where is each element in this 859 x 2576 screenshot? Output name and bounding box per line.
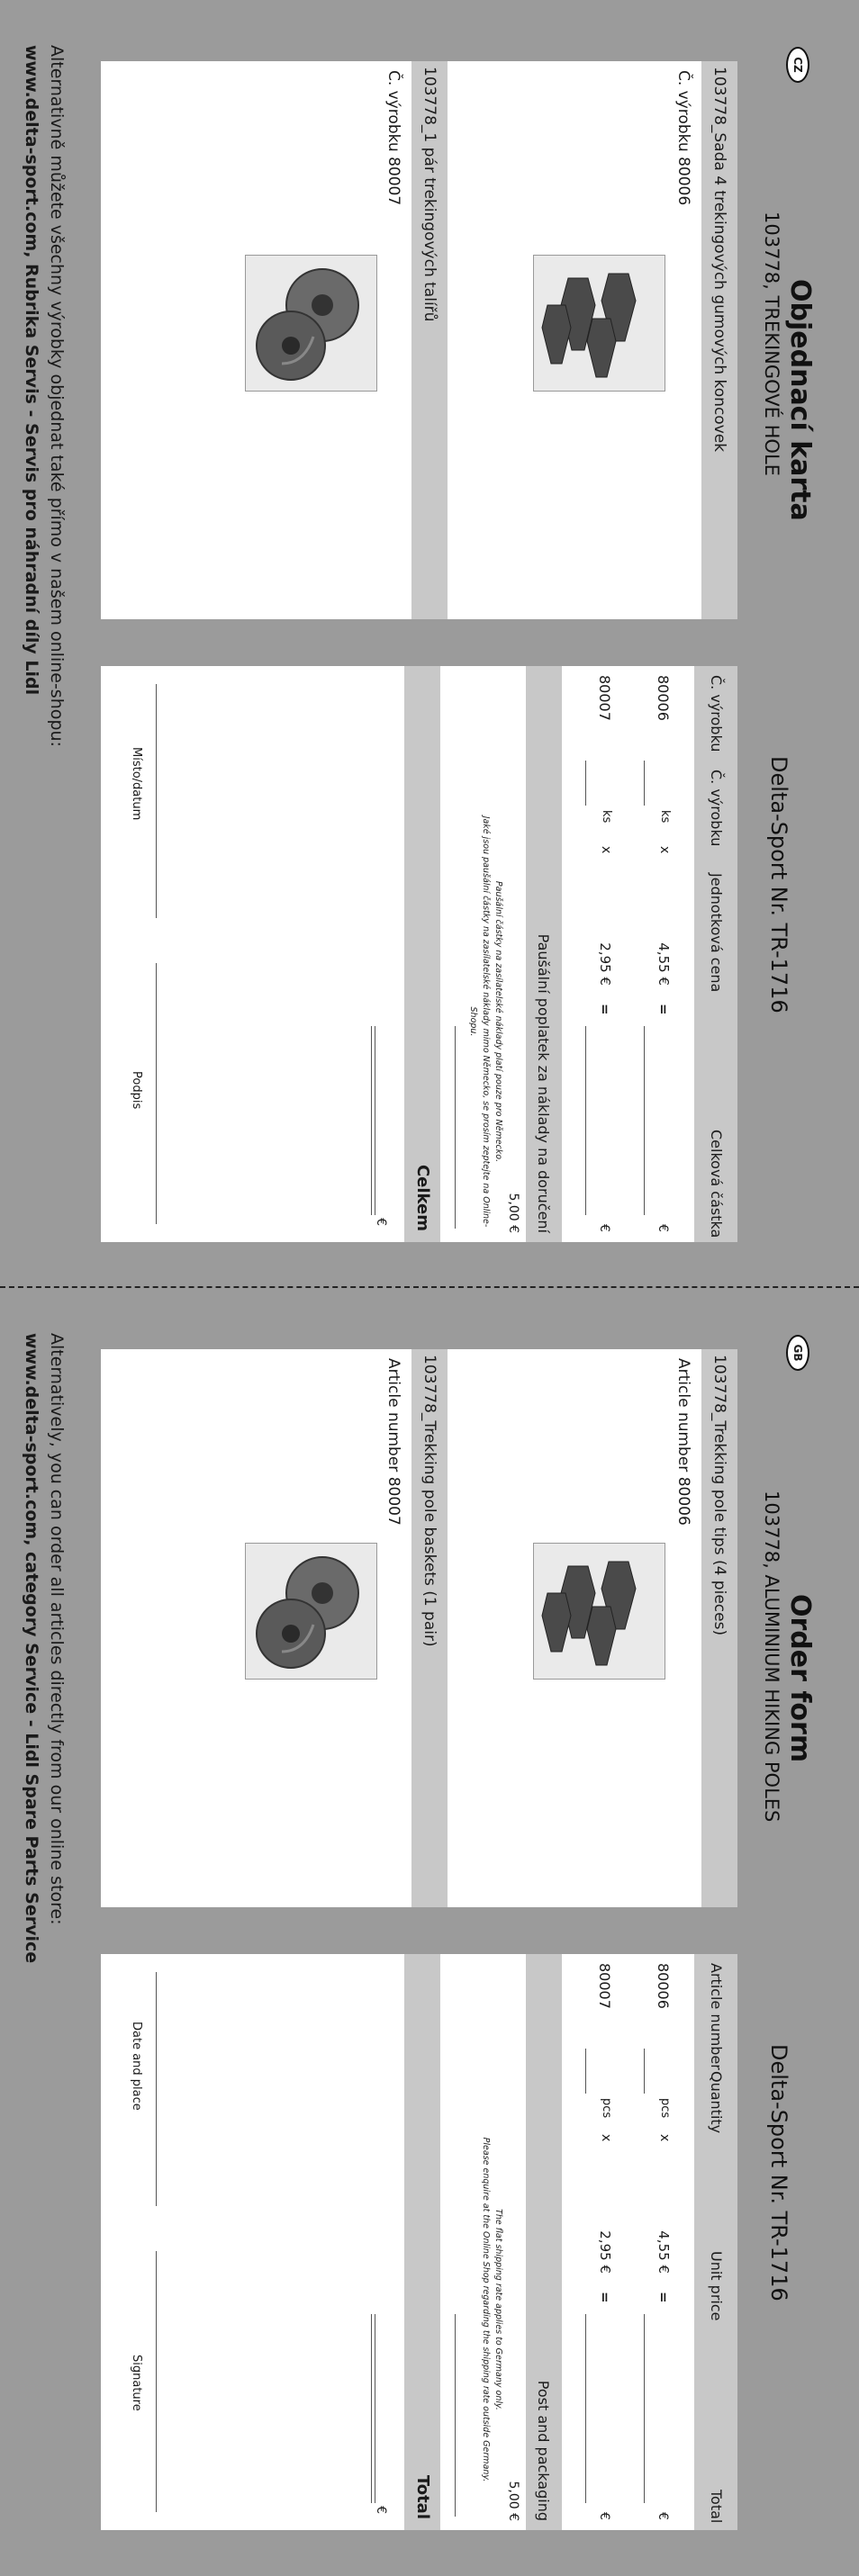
- gb-col-article: Article number: [708, 1963, 725, 2070]
- gb-signature-field[interactable]: [156, 2251, 157, 2512]
- gb-total-currency: €: [374, 2506, 388, 2514]
- cz-col-quantity: Č. výrobku: [708, 770, 725, 847]
- cz-shipping-note-1: Paušální částky na zasílatelské náklady platí pouze pro Německo.: [493, 880, 503, 1163]
- gb-row2-article: 80007: [596, 1963, 613, 2009]
- gb-place-label: Date and place: [130, 2022, 143, 2111]
- cz-shipping-amount: 5,00 €: [506, 1193, 520, 1233]
- gb-col-unit-price: Unit price: [708, 2251, 725, 2321]
- cz-total-label: Celkem: [413, 1164, 432, 1231]
- gb-shipping-line: [455, 2314, 456, 2517]
- gb-footer-text: Alternatively, you can order all articles directly from our online store:: [47, 1333, 67, 1925]
- cz-form-subtitle: 103778, TREKINGOVÉ HOLE: [761, 212, 782, 476]
- cz-row1-article: 80006: [655, 675, 672, 721]
- cz-col-total: Celková částka: [708, 1130, 725, 1238]
- cz-row2-times: x: [599, 846, 613, 854]
- gb-col-total: Total: [708, 2490, 725, 2524]
- pole-baskets-image: [245, 255, 377, 392]
- cz-product-2-number: Č. výrobku 80007: [384, 70, 402, 206]
- gb-table-header: [694, 1954, 737, 2530]
- gb-row2-currency: €: [597, 2512, 611, 2520]
- cz-total-currency: €: [374, 1218, 388, 1226]
- cz-footer-text: Alternativně můžete všechny výrobky objednat také přímo v našem online-shopu:: [47, 45, 67, 747]
- cz-row1-total-field[interactable]: [644, 1026, 645, 1215]
- gb-signature-area: [101, 1954, 404, 2530]
- gb-place-field[interactable]: [156, 1972, 157, 2206]
- cz-row1-currency: €: [656, 1224, 670, 1232]
- gb-total-label: Total: [413, 2474, 432, 2519]
- cz-shipping-label: Paušální poplatek za náklady na doručení: [535, 933, 552, 1233]
- cz-form-title: Objednací karta: [784, 279, 816, 521]
- table-row: [634, 666, 688, 1242]
- cz-total-header: [404, 666, 440, 1242]
- gb-shipping-note: [479, 2098, 504, 2521]
- gb-product-2-name: 103778_Trekking pole baskets (1 pair): [411, 1349, 448, 1907]
- cz-shipping-header: [526, 666, 562, 1242]
- cz-product-1-number: Č. výrobku 80006: [674, 70, 692, 206]
- cz-brand-number: Delta-Sport Nr. TR-1716: [766, 756, 791, 1013]
- rubber-tips-image: [533, 255, 665, 392]
- gb-product-2-number: Article number 80007: [384, 1358, 402, 1526]
- cz-product-2-name: 103778_1 pár trekingových talířů: [411, 61, 448, 619]
- cz-product-1-name: 103778_Sada 4 trekingových gumových koncovek: [701, 61, 737, 619]
- gb-row2-unit: pcs: [600, 2098, 613, 2119]
- gb-row1-total-field[interactable]: [644, 2314, 645, 2503]
- rubber-tips-image: [533, 1543, 665, 1680]
- cz-language-badge: CZ: [786, 47, 809, 83]
- gb-row1-price: 4,55 €: [656, 2230, 672, 2274]
- gb-brand-number: Delta-Sport Nr. TR-1716: [766, 2044, 791, 2301]
- gb-row1-equals: =: [656, 2292, 672, 2303]
- cz-shipping-note-2: Jaké jsou paušální částky na zasílatelské náklady mimo Německo, se prosím zeptejte na Online-Shopu.: [468, 815, 491, 1228]
- cz-col-unit-price: Jednotková cena: [708, 873, 725, 993]
- cz-products-panel: [101, 61, 737, 619]
- gb-form-subtitle: 103778, ALUMINIUM HIKING POLES: [761, 1491, 782, 1823]
- gb-row2-equals: =: [597, 2292, 613, 2303]
- cz-order-table: [101, 666, 737, 1242]
- cz-footer-link[interactable]: www.delta-sport.com, Rubrika Servis - Servis pro náhradní díly Lidl: [22, 45, 41, 696]
- cz-row2-article: 80007: [596, 675, 613, 721]
- gb-order-form: [0, 1288, 859, 2576]
- gb-row1-times: x: [657, 2134, 672, 2142]
- gb-products-panel: [101, 1349, 737, 1907]
- gb-col-quantity: Quantity: [708, 2071, 725, 2134]
- cz-total-double-line: [371, 1026, 372, 1215]
- cz-place-field[interactable]: [156, 684, 157, 918]
- gb-row1-article: 80006: [655, 1963, 672, 2009]
- gb-shipping-box: [440, 1954, 526, 2530]
- gb-row1-currency: €: [656, 2512, 670, 2520]
- cz-shipping-box: [440, 666, 526, 1242]
- gb-order-table: [101, 1954, 737, 2530]
- cz-row1-equals: =: [656, 1004, 672, 1015]
- gb-footer-link[interactable]: www.delta-sport.com, category Service - Lidl Spare Parts Service: [22, 1333, 41, 1964]
- cz-shipping-note: [466, 810, 504, 1233]
- cz-row1-price: 4,55 €: [656, 942, 672, 986]
- gb-shipping-header: [526, 1954, 562, 2530]
- cz-table-header: [694, 666, 737, 1242]
- table-row: [575, 1954, 629, 2530]
- cz-signature-field[interactable]: [156, 963, 157, 1224]
- cz-row1-times: x: [657, 846, 672, 854]
- gb-row1-unit: pcs: [658, 2098, 672, 2119]
- gb-row2-qty-field[interactable]: [585, 2049, 586, 2094]
- cz-row1-qty-field[interactable]: [644, 761, 645, 806]
- gb-product-1-number: Article number 80006: [674, 1358, 692, 1526]
- cz-col-article: Č. výrobku: [708, 675, 725, 752]
- gb-form-title: Order form: [784, 1594, 816, 1763]
- cz-row2-unit: ks: [600, 810, 613, 824]
- cz-row2-price: 2,95 €: [597, 942, 613, 986]
- cz-signature-label: Podpis: [130, 1071, 143, 1110]
- cz-row2-currency: €: [597, 1224, 611, 1232]
- gb-total-double-line: [371, 2314, 372, 2503]
- gb-signature-label: Signature: [130, 2355, 143, 2411]
- gb-row2-times: x: [599, 2134, 613, 2142]
- gb-row2-total-field[interactable]: [585, 2314, 586, 2503]
- gb-shipping-note-1: The flat shipping rate applies to Germany only.: [493, 2209, 503, 2410]
- cz-row2-total-field[interactable]: [585, 1026, 586, 1215]
- gb-shipping-label: Post and packaging: [535, 2380, 552, 2521]
- gb-shipping-amount: 5,00 €: [506, 2481, 520, 2521]
- cz-shipping-line: [455, 1026, 456, 1229]
- gb-shipping-note-2: Please enquire at the Online Shop regarding the shipping rate outside Germany.: [481, 2137, 491, 2482]
- cz-row1-unit: ks: [658, 810, 672, 824]
- gb-row1-qty-field[interactable]: [644, 2049, 645, 2094]
- cz-signature-area: [101, 666, 404, 1242]
- table-row: [575, 666, 629, 1242]
- pole-baskets-image: [245, 1543, 377, 1680]
- table-row: [634, 1954, 688, 2530]
- gb-row2-price: 2,95 €: [597, 2230, 613, 2274]
- gb-total-header: [404, 1954, 440, 2530]
- cz-row2-qty-field[interactable]: [585, 761, 586, 806]
- cz-row2-equals: =: [597, 1004, 613, 1015]
- gb-language-badge: GB: [786, 1335, 809, 1371]
- gb-product-1-name: 103778_Trekking pole tips (4 pieces): [701, 1349, 737, 1907]
- cz-place-label: Místo/datum: [130, 747, 143, 821]
